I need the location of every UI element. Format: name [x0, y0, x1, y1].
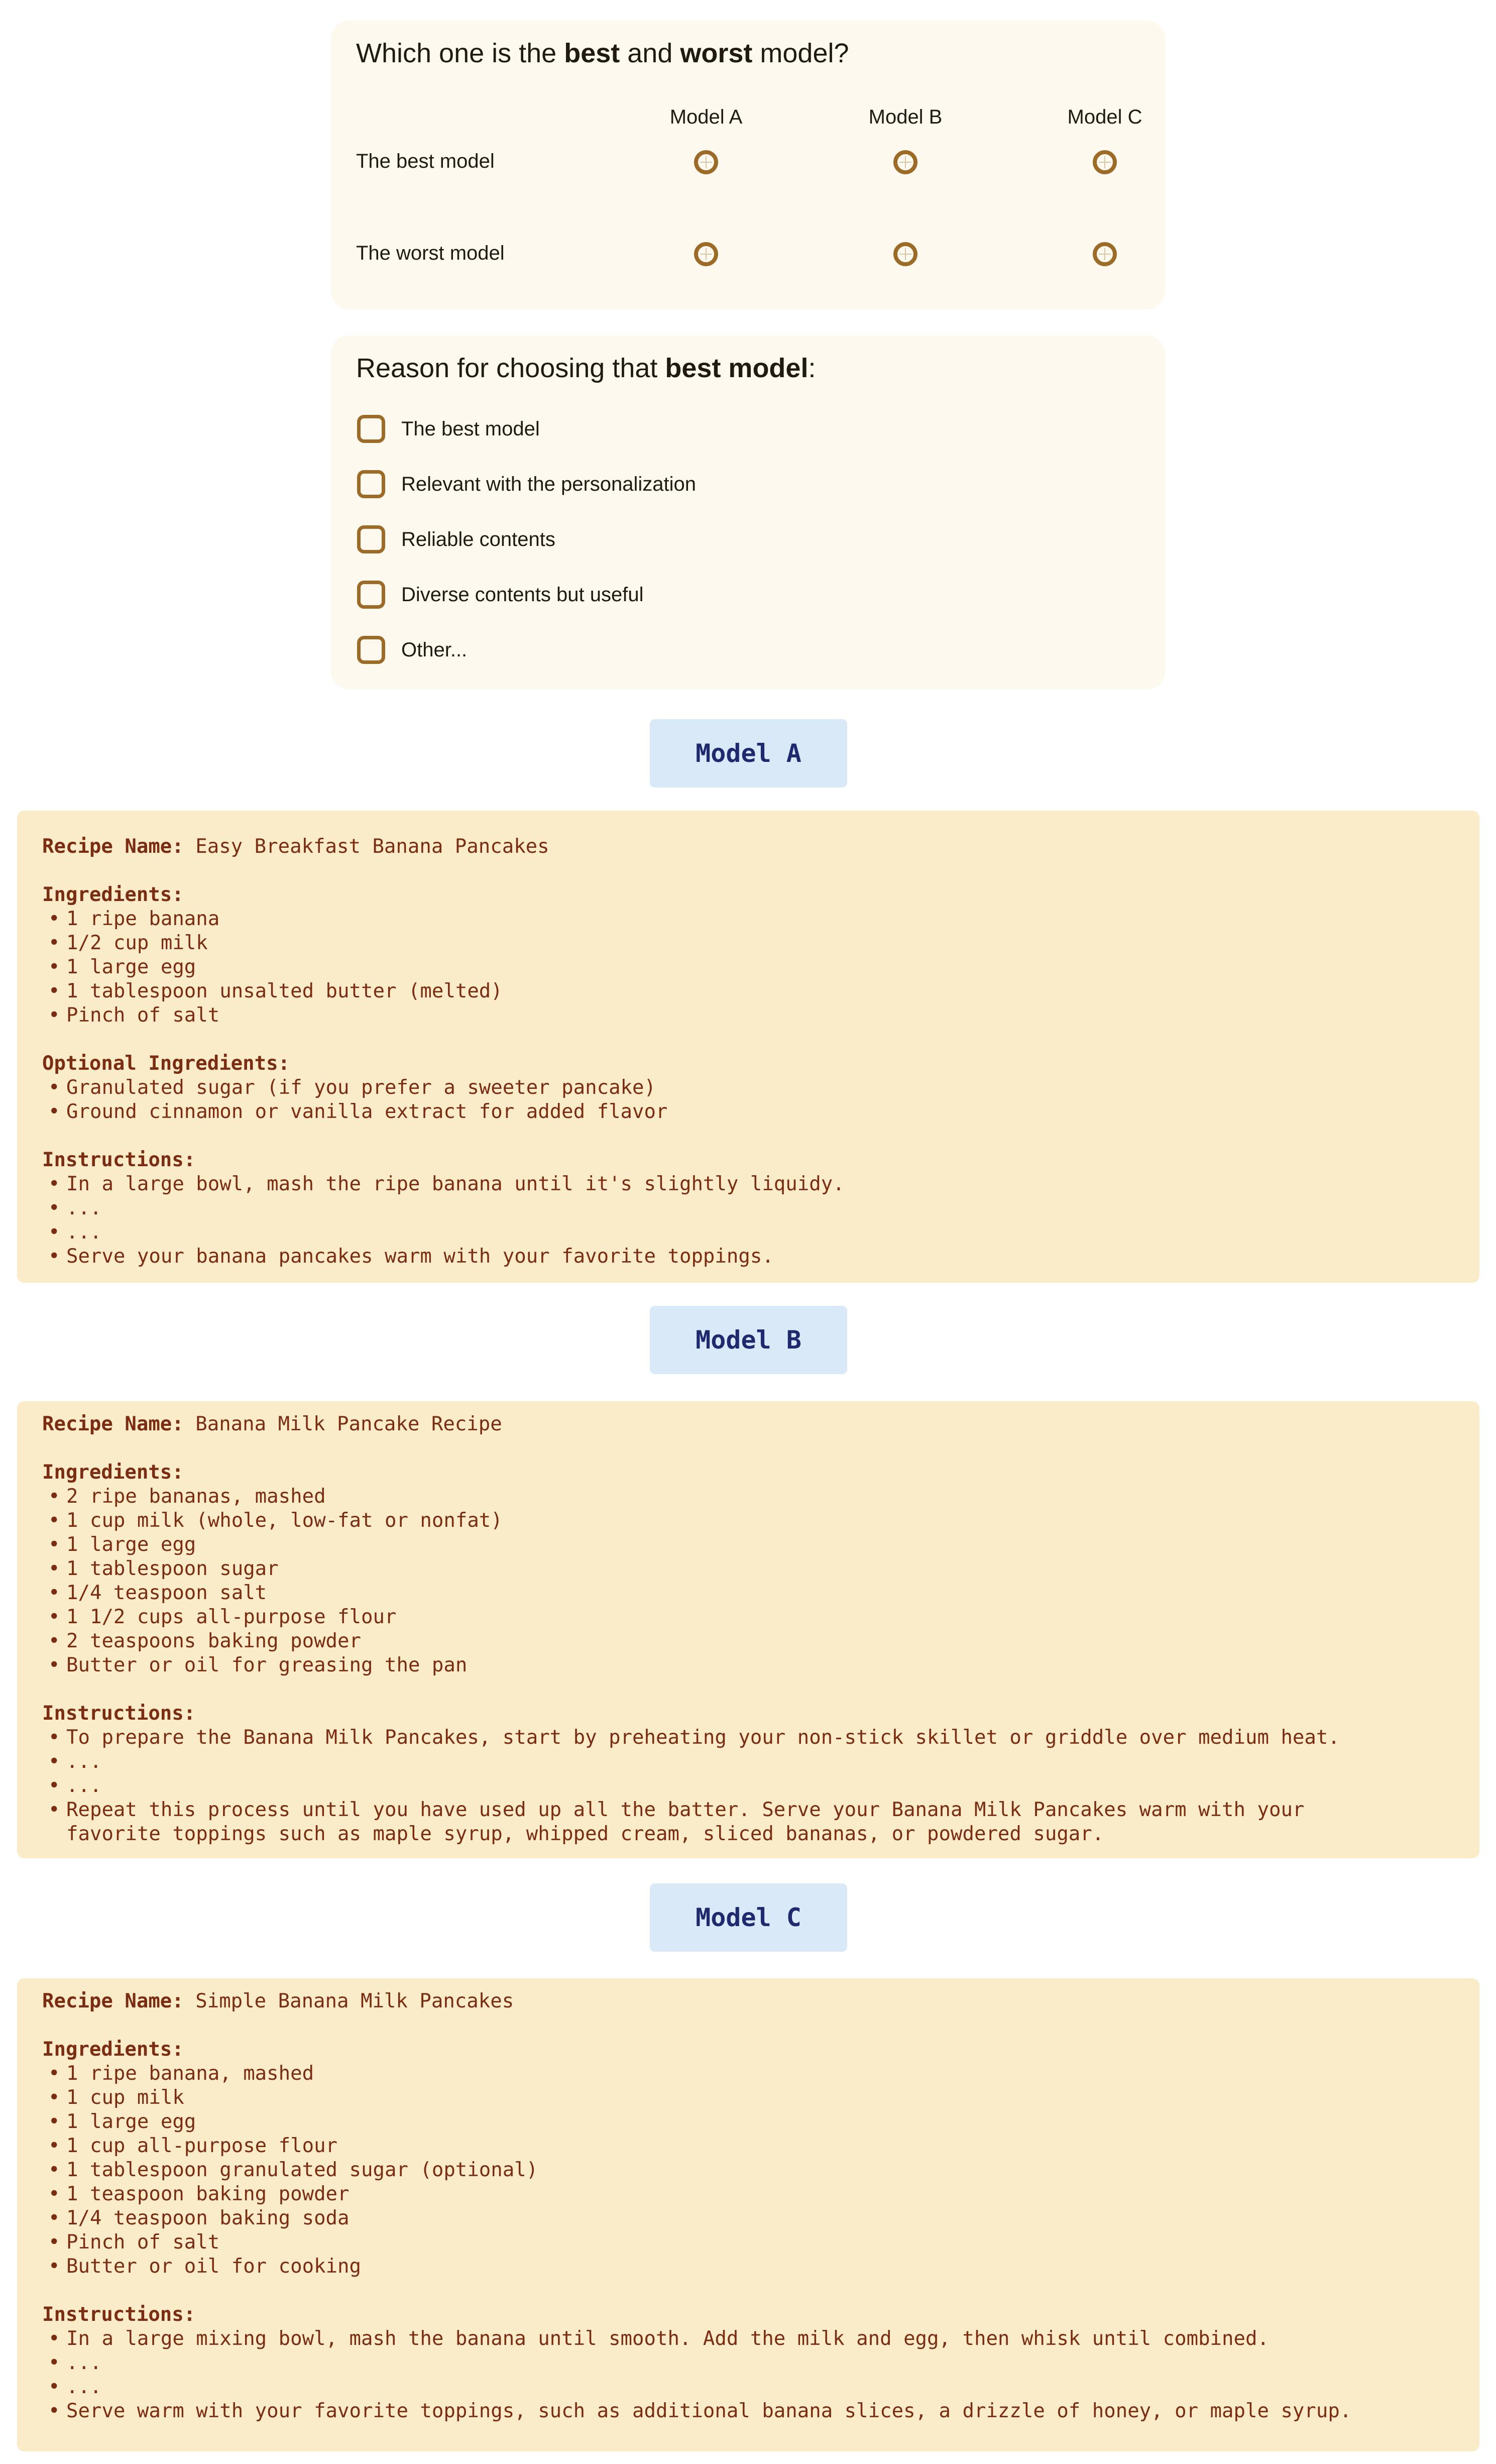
model-c-badge: Model C [650, 1883, 847, 1952]
list-item: • 1 large egg [42, 955, 1479, 979]
radio-worst-model-a[interactable] [694, 242, 718, 266]
list-item: • In a large mixing bowl, mash the banana until smooth. Add the milk and egg, then whisk until combined. [42, 2327, 1479, 2351]
list-item: • 1/2 cup milk [42, 931, 1479, 955]
checkbox[interactable] [357, 581, 385, 609]
reason-option-diverse[interactable] [357, 580, 643, 610]
list-item: • 1/4 teaspoon baking soda [42, 2206, 1479, 2230]
recipe-name-line: Recipe Name: Banana Milk Pancake Recipe [42, 1413, 502, 1435]
list-item: • Pinch of salt [42, 1003, 1479, 1028]
list-item: • 1 large egg [42, 2110, 1479, 2134]
ingredients-list [42, 1485, 1479, 1677]
list-item: • 1 large egg [42, 1533, 1479, 1557]
recipe-name-line: Recipe Name: Simple Banana Milk Pancakes [42, 1990, 514, 2012]
model-b-badge: Model B [650, 1306, 847, 1374]
option-label: Diverse contents but useful [401, 583, 644, 606]
list-item: • ... [42, 1774, 1479, 1798]
radio-best-model-c[interactable] [1093, 150, 1117, 174]
list-item: • 1 cup all-purpose flour [42, 2134, 1479, 2158]
list-item: • In a large bowl, mash the ripe banana until it's slightly liquidy. [42, 1172, 1479, 1196]
list-item: • Granulated sugar (if you prefer a sweeter pancake) [42, 1076, 1479, 1100]
list-item: • 1 teaspoon baking powder [42, 2182, 1479, 2206]
ingredients-heading: Ingredients: [42, 2038, 184, 2061]
ingredients-heading: Ingredients: [42, 1461, 184, 1484]
list-item: • Pinch of salt [42, 2230, 1479, 2255]
list-item: • Butter or oil for cooking [42, 2255, 1479, 2279]
option-label: The best model [401, 417, 540, 440]
list-item: • Serve warm with your favorite toppings, such as additional banana slices, a drizzle of honey, or maple syrup. [42, 2399, 1479, 2423]
column-header-model-b: Model B [868, 106, 943, 128]
optional-ingredients-heading: Optional Ingredients: [42, 1052, 290, 1075]
ingredients-heading: Ingredients: [42, 883, 184, 906]
instructions-heading: Instructions: [42, 1702, 196, 1725]
list-item: • ... [42, 2375, 1479, 2399]
option-label: Reliable contents [401, 528, 555, 550]
radio-best-model-b[interactable] [893, 150, 917, 174]
list-item: • 2 ripe bananas, mashed [42, 1485, 1479, 1509]
list-item: • ... [42, 1220, 1479, 1245]
list-item: • 1 tablespoon sugar [42, 1557, 1479, 1581]
reason-option-other[interactable] [357, 635, 467, 665]
ingredients-list [42, 907, 1479, 1028]
list-item: • Butter or oil for greasing the pan [42, 1653, 1479, 1677]
list-item: • Serve your banana pancakes warm with your favorite toppings. [42, 1245, 1479, 1269]
best-worst-question-card [331, 21, 1165, 309]
radio-worst-model-c[interactable] [1093, 242, 1117, 266]
column-header-model-c: Model C [1067, 106, 1142, 128]
option-label: Relevant with the personalization [401, 473, 697, 495]
ingredients-list [42, 2062, 1479, 2279]
reason-option-personalization[interactable] [357, 469, 696, 499]
list-item: • 2 teaspoons baking powder [42, 1629, 1479, 1653]
question-title: Which one is the best and worst model? [356, 38, 849, 68]
list-item: • 1 cup milk [42, 2086, 1479, 2110]
list-item: • 1 tablespoon unsalted butter (melted) [42, 979, 1479, 1003]
column-header-model-a: Model A [669, 106, 743, 128]
instructions-list [42, 1726, 1479, 1846]
list-item: • 1 ripe banana [42, 907, 1479, 931]
checkbox[interactable] [357, 470, 385, 498]
instructions-list [42, 1172, 1479, 1269]
list-item: • Repeat this process until you have used up all the batter. Serve your Banana Milk Pancakes warm with your favorite toppings such as maple syrup, whipped cream, sliced bananas, or powdered sugar. [42, 1798, 1479, 1846]
instructions-heading: Instructions: [42, 1149, 196, 1171]
reason-option-best-model[interactable] [357, 414, 540, 444]
radio-best-model-a[interactable] [694, 150, 718, 174]
optional-ingredients-list [42, 1076, 1479, 1124]
instructions-heading: Instructions: [42, 2303, 196, 2326]
list-item: • Ground cinnamon or vanilla extract for added flavor [42, 1100, 1479, 1124]
list-item: • 1 cup milk (whole, low-fat or nonfat) [42, 1509, 1479, 1533]
list-item: • ... [42, 1750, 1479, 1774]
model-c-recipe [17, 1978, 1479, 2451]
radio-worst-model-b[interactable] [893, 242, 917, 266]
checkbox[interactable] [357, 415, 385, 443]
list-item: • 1/4 teaspoon salt [42, 1581, 1479, 1605]
row-label-worst-model: The worst model [356, 242, 505, 264]
list-item: • To prepare the Banana Milk Pancakes, start by preheating your non-stick skillet or griddle over medium heat. [42, 1726, 1479, 1750]
checkbox[interactable] [357, 525, 385, 553]
list-item: • ... [42, 1196, 1479, 1220]
model-b-recipe [17, 1401, 1479, 1858]
reason-option-reliable[interactable] [357, 524, 555, 554]
row-label-best-model: The best model [356, 150, 495, 172]
model-a-badge: Model A [650, 719, 847, 788]
list-item: • 1 1/2 cups all-purpose flour [42, 1605, 1479, 1629]
list-item: • 1 tablespoon granulated sugar (optional) [42, 2158, 1479, 2182]
model-a-recipe [17, 811, 1479, 1283]
reason-question-card [331, 335, 1165, 690]
recipe-name-line: Recipe Name: Easy Breakfast Banana Pancakes [42, 835, 549, 858]
option-label: Other... [401, 638, 468, 661]
checkbox[interactable] [357, 636, 385, 664]
list-item: • ... [42, 2351, 1479, 2375]
instructions-list [42, 2327, 1479, 2423]
list-item: • 1 ripe banana, mashed [42, 2062, 1479, 2086]
reason-title: Reason for choosing that best model: [356, 353, 816, 383]
